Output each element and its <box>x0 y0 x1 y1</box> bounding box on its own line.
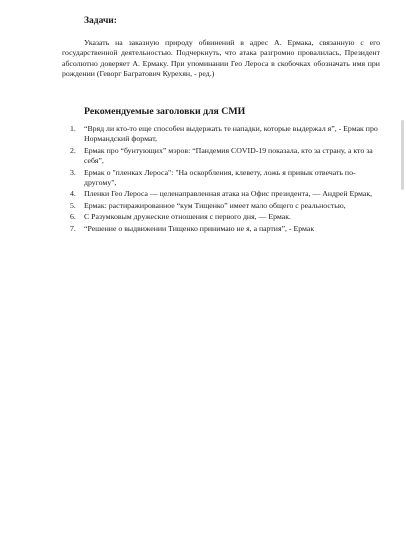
list-item <box>62 212 382 222</box>
scrollbar-thumb[interactable] <box>401 120 404 190</box>
list-item-number: 7. <box>70 223 76 233</box>
list-item-number: 5. <box>70 200 76 210</box>
list-item-text: “Решение о выдвижении Тищенко принимаю не я, а партия”, - Ермак <box>84 223 315 233</box>
list-item <box>62 201 382 211</box>
list-item-text: “Вряд ли кто-то еще способен выдержать те нападки, которые выдержал я”, - Ермак про Нормандский формат, <box>84 124 378 144</box>
list-item <box>62 224 382 234</box>
list-item-text: Ермак про “бунтующих” мэров: “Пандемия COVID-19 показала, кто за страну, а кто за себя”, <box>84 145 373 166</box>
list-item <box>62 189 382 199</box>
list-item-text: Ермак о "пленках Лероса": "На оскорбления, клевету, ложь я привык отвечать по-другому", <box>84 167 356 188</box>
tasks-paragraph: Указать на заказную природу обвинений в адрес А. Ермака, связанную с его государственной деятельностью. Подчеркнуть, что атака разгромно провалилась, Президент абсолютно доверяет А. Ермаку. При упоминании Гео Лероса в скобочках обозначать имя при рождении (Геворг Багратович Курехян, - ред.) <box>62 38 380 79</box>
list-item-number: 2. <box>70 145 76 155</box>
list-item-number: 1. <box>70 124 76 133</box>
list-item-text: Пленки Гео Лероса — целенаправленная атака на Офис президента, — Андрей Ермак, <box>84 189 373 199</box>
list-item-number: 6. <box>70 212 76 222</box>
list-item <box>62 146 382 167</box>
list-item-text: Ермак: растиражированное “кум Тищенко” имеет мало общего с реальностью, <box>84 200 346 210</box>
list-item-number: 3. <box>70 167 76 177</box>
headlines-heading: Рекомендуемые заголовки для СМИ <box>84 106 246 117</box>
list-item-number: 4. <box>70 189 76 199</box>
list-item-text: С Разумковым дружеские отношения с первого дня, — Ермак. <box>84 212 291 222</box>
list-item <box>62 124 382 145</box>
list-item <box>62 168 382 189</box>
tasks-heading: Задачи: <box>84 16 117 26</box>
headlines-list <box>62 124 382 235</box>
